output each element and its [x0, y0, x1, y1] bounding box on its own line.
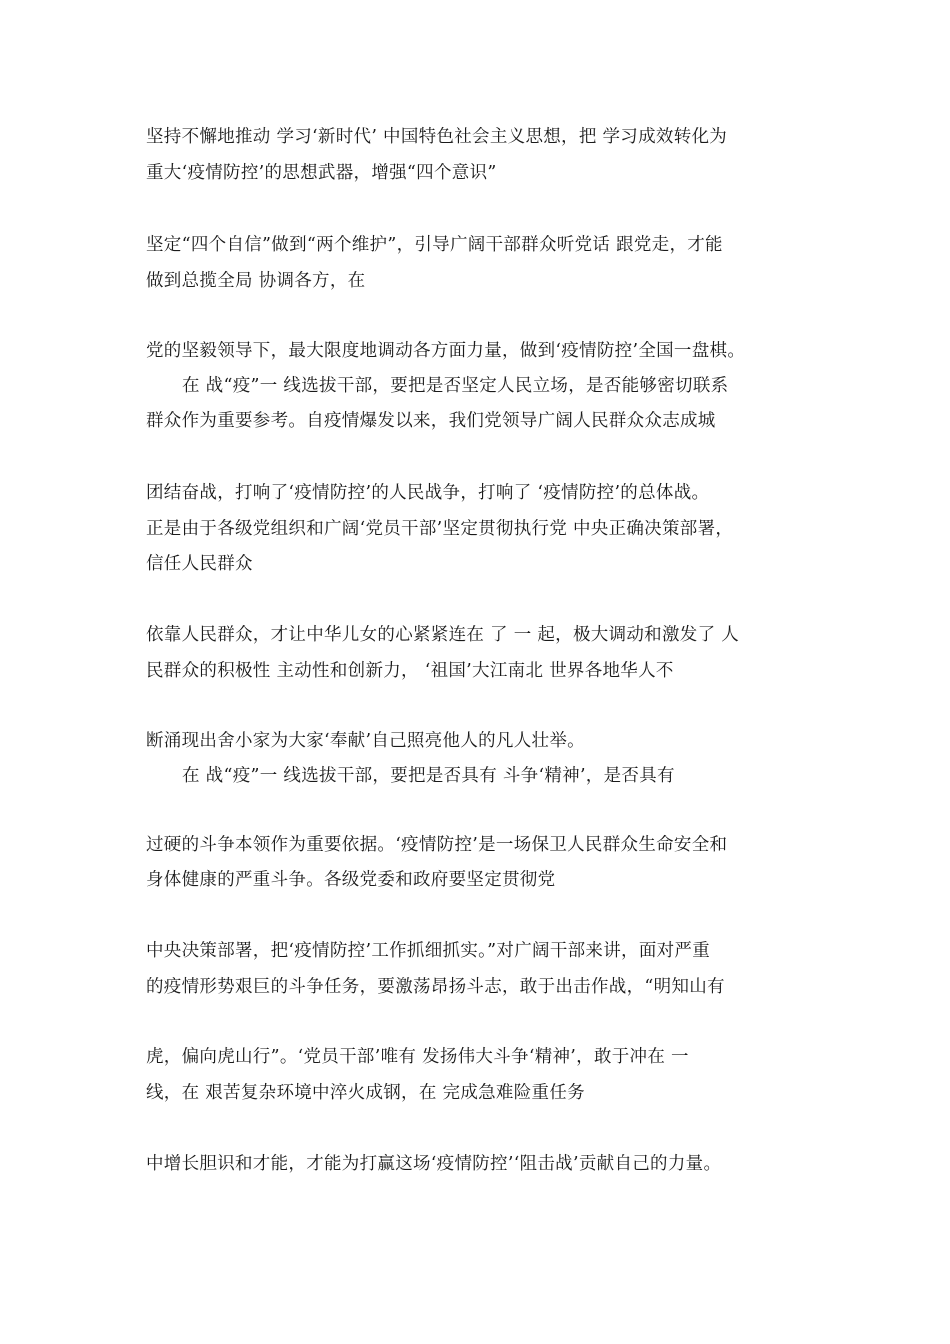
text-line: 做到总揽全局 协调各方，在: [146, 271, 366, 291]
text-line: 在 战“疫”一 线选拔干部，要把是否坚定人民立场，是否能够密切联系: [182, 376, 729, 396]
text-line: 虎，偏向虎山行”。‘党员干部’唯有 发扬伟大斗争‘精神’，敢于冲在 一: [146, 1047, 689, 1067]
text-line: 党的坚毅领导下，最大限度地调动各方面力量，做到‘疫情防控’全国一盘棋。: [146, 341, 746, 361]
text-line: 过硬的斗争本领作为重要依据。‘疫情防控’是一场保卫人民群众生命安全和: [146, 835, 728, 855]
text-line: 坚定“四个自信”做到“两个维护”，引导广阔干部群众听党话 跟党走，才能: [146, 235, 723, 255]
text-line: 的疫情形势艰巨的斗争任务，要激荡昂扬斗志，敢于出击作战，“明知山有: [146, 977, 725, 997]
text-line: 在 战“疫”一 线选拔干部，要把是否具有 斗争‘精神’，是否具有: [182, 766, 675, 786]
text-line: 线，在 艰苦复杂环境中淬火成钢，在 完成急难险重任务: [146, 1083, 585, 1103]
text-line: 信任人民群众: [146, 554, 253, 574]
text-line: 团结奋战，打响了‘疫情防控’的人民战争，打响了 ‘疫情防控’的总体战。: [146, 483, 710, 503]
text-line: 中央决策部署，把‘疫情防控’工作抓细抓实。”对广阔干部来讲，面对严重: [146, 941, 711, 961]
text-line: 正是由于各级党组织和广阔‘党员干部’坚定贯彻执行党 中央正确决策部署，: [146, 519, 734, 539]
text-line: 重大‘疫情防控’的思想武器，增强“四个意识”: [146, 163, 497, 183]
text-line: 中增长胆识和才能，才能为打赢这场‘疫情防控’‘阻击战’贡献自己的力量。: [146, 1154, 722, 1174]
text-line: 依靠人民群众，才让中华儿女的心紧紧连在 了 一 起，极大调动和激发了 人: [146, 625, 740, 645]
text-line: 身体健康的严重斗争。各级党委和政府要坚定贯彻党: [146, 870, 556, 890]
text-line: 断涌现出舍小家为大家‘奉献’自己照亮他人的凡人壮举。: [146, 731, 585, 751]
text-line: 民群众的积极性 主动性和创新力， ‘祖国’大江南北 世界各地华人不: [146, 661, 674, 681]
text-line: 群众作为重要参考。自疫情爆发以来，我们党领导广阔人民群众众志成城: [146, 411, 716, 431]
text-line: 坚持不懈地推动 学习‘新时代’ 中国特色社会主义思想，把 学习成效转化为: [146, 127, 728, 147]
